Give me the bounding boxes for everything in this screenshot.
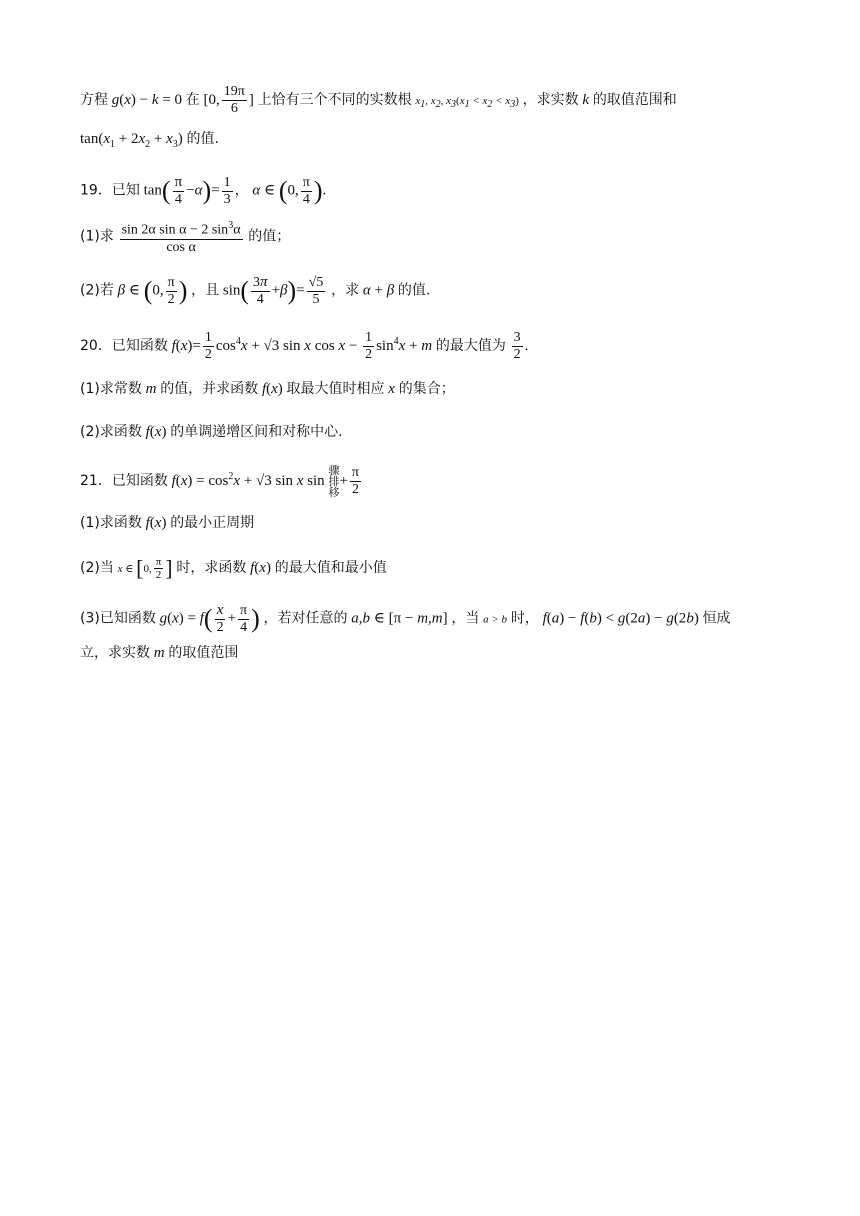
text: ，求 bbox=[331, 282, 360, 299]
text: (2)当 bbox=[80, 559, 114, 576]
text: (1)求函数 bbox=[80, 515, 142, 531]
math-expr: g bbox=[111, 91, 120, 108]
text: (2)若 bbox=[80, 282, 114, 299]
fraction: $\frac{\sin 2\alpha \sin \alpha - 2 \sin^3\alpha}{\text{cos α}}$ bbox=[121, 220, 241, 255]
question-number: 21．已知函数 bbox=[80, 472, 168, 489]
q21-part-3-cont: 立，求实数 m 的取值范围 bbox=[80, 645, 239, 661]
text: 方程 bbox=[80, 91, 108, 108]
text: 的取值范围和 bbox=[592, 91, 677, 108]
q21-stem: 21．已知函数 $f(x) = \cos^2x + √3$ sin x sin 骤 排 移+ $\frac{\pi}{2}$ bbox=[80, 464, 359, 499]
q19-part-1 bbox=[80, 218, 800, 256]
text: 的值. bbox=[186, 131, 219, 147]
q20-stem: 20．已知函数 f(x)= $\frac{1}{2}$ $\cos^4x + √3$ sin x cos x − $\frac{1}{2}$ $\sin^4x + m$ 的最大值为 $\frac{3}{2}$ . bbox=[80, 330, 529, 362]
text: (2)求函数 bbox=[80, 424, 142, 440]
q20-part-1: (1)求常数 m 的值，并求函数 f(x) 取最大值时相应 x 的集合； bbox=[80, 381, 455, 397]
q21-part-2: (2)当 x ∈ [0, $\frac{\pi}{2}$ ] 时，求函数 f(x) 的最大值和最小值 bbox=[80, 555, 387, 581]
text: 的最小正周期 bbox=[170, 515, 255, 531]
question-number: 19．已知 bbox=[80, 182, 140, 199]
text: 的取值范围 bbox=[168, 645, 239, 661]
text: 的最大值为 bbox=[435, 337, 506, 354]
q21-part-3: (3)已知函数 g(x) = f( $\frac{x}{2}$ + $\frac{\pi}{4}$ ) ，若对任意的 a,b ∈ [π − m,m] ，当 a > b 时， f(a) − f(b) < g(2a) − g(2b) 恒成 bbox=[80, 602, 731, 635]
text: 的值； bbox=[248, 228, 291, 245]
text: (1)求常数 bbox=[80, 381, 142, 397]
q18-line-2: $\tan(x_1 + 2x_2 + x_3)$ 的值. bbox=[80, 131, 219, 150]
text: 的集合； bbox=[398, 381, 455, 397]
fraction: $\frac{19\pi}{6}$ bbox=[223, 84, 245, 116]
q19-stem: 19．已知 tan( $\frac{\pi}{4}$ −α)= $\frac{1}{3}$ ， α ∈ (0, $\frac{\pi}{4}$ ). bbox=[80, 174, 327, 207]
text: 的单调递增区间和对称中心. bbox=[170, 424, 343, 440]
text: 的值. bbox=[397, 282, 431, 299]
text: 在 bbox=[185, 91, 200, 108]
text: ，且 bbox=[191, 282, 220, 299]
text: 立，求实数 bbox=[80, 645, 150, 661]
text: 时，求函数 bbox=[176, 559, 247, 576]
text: 的值，并求函数 bbox=[160, 381, 259, 397]
q20-part-2: (2)求函数 f(x) 的单调递增区间和对称中心. bbox=[80, 424, 343, 440]
text: 时， bbox=[510, 610, 539, 627]
q19-part-2: (2)若 β ∈ (0, $\frac{\pi}{2}$ ) ，且 sin( $\frac{3\pi}{4}$ +β)= $\frac{√5}{5}$ ，求 α + β 的值. bbox=[80, 274, 431, 307]
garbled-text: 骤 排 移 bbox=[328, 464, 340, 499]
question-number: 20．已知函数 bbox=[80, 337, 168, 354]
text: 取最大值时相应 bbox=[286, 381, 385, 397]
text: 上恰有三个不同的实数根 bbox=[257, 91, 412, 108]
text: 恒成 bbox=[702, 610, 731, 627]
text: ，若对任意的 bbox=[263, 610, 348, 627]
q18-line-1: 方程 g(x) − k = 0 在 [0, $\frac{19\pi}{6}$ ] 上恰有三个不同的实数根 $x_1$, $x_2$, $x_3(x_1 < x_2 < x_3)$ ，求实数 k 的取值范围和 bbox=[80, 84, 677, 116]
text: ，当 bbox=[451, 610, 480, 627]
text: 的最大值和最小值 bbox=[274, 559, 387, 576]
q21-part-1: (1)求函数 f(x) 的最小正周期 bbox=[80, 515, 255, 531]
text: (3)已知函数 bbox=[80, 610, 156, 627]
text: ，求实数 bbox=[522, 91, 579, 108]
text: (1)求 bbox=[80, 228, 114, 245]
